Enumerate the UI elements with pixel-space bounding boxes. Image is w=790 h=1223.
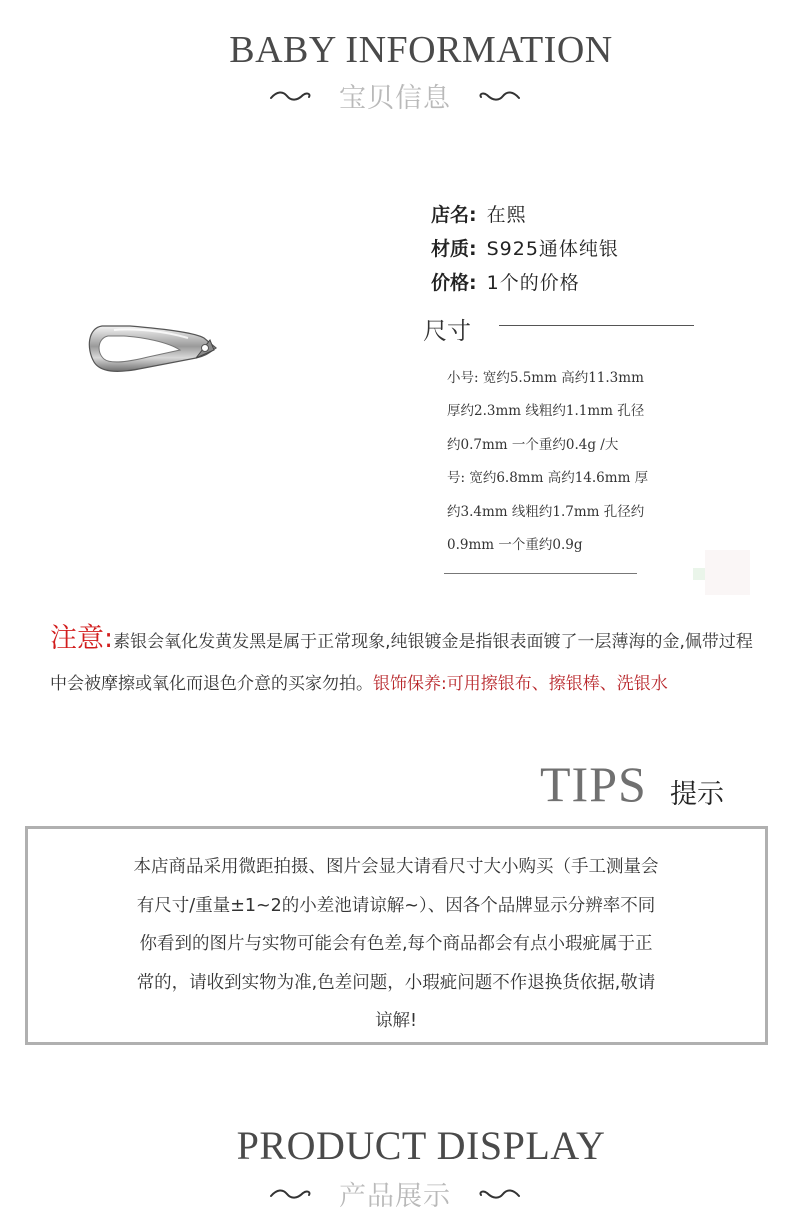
size-spec-rule xyxy=(444,573,637,574)
left-swirl-icon xyxy=(269,1187,313,1201)
right-swirl-icon xyxy=(477,1187,521,1201)
tips-title-cn: 提示 xyxy=(670,779,724,810)
size-spec-line: 约3.4mm 线粗约1.7mm 孔径约 xyxy=(447,503,645,520)
product-display-title-en: PRODUCT DISPLAY xyxy=(236,1123,606,1168)
size-spec-line: 小号: 宽约5.5mm 高约11.3mm xyxy=(447,370,644,386)
size-spec-line: 约0.7mm 一个重约0.4g /大 xyxy=(447,436,619,453)
tips-line: 有尺寸/重量±1~2的小差池请谅解~）、因各个品牌显示分辨率不同 xyxy=(136,895,656,916)
tips-text xyxy=(62,848,730,1041)
size-spec-line: 号: 宽约6.8mm 高约14.6mm 厚 xyxy=(447,470,649,487)
info-price xyxy=(431,268,580,295)
info-shop-label: 店名: xyxy=(431,204,477,226)
section-subtitle-row xyxy=(0,76,790,115)
tips-title-en: TIPS xyxy=(540,756,647,812)
tips-line: 你看到的图片与实物可能会有色差,每个商品都会有点小瑕疵属于正 xyxy=(139,934,653,955)
care-text: 银饰保养:可用擦银布、擦银棒、洗银水 xyxy=(373,674,668,694)
info-price-value: 1个的价格 xyxy=(486,272,580,294)
size-heading: 尺寸 xyxy=(423,317,471,345)
info-price-label: 价格: xyxy=(431,272,477,294)
lobster-clasp-image xyxy=(84,318,224,380)
info-material xyxy=(431,234,619,261)
product-display-subtitle-cn: 产品展示 xyxy=(339,1181,451,1212)
right-swirl-icon xyxy=(477,89,521,103)
tips-line: 谅解! xyxy=(374,1011,417,1032)
left-swirl-icon xyxy=(269,89,313,103)
size-spec-line: 0.9mm 一个重约0.9g xyxy=(447,537,583,554)
tips-line: 本店商品采用微距拍摄、图片会显大请看尺寸大小购买（手工测量会 xyxy=(133,857,659,877)
notice-label: 注意: xyxy=(50,623,114,654)
section-title-en: BABY INFORMATION xyxy=(229,29,613,71)
info-material-value: S925通体纯银 xyxy=(486,238,619,260)
info-shop xyxy=(431,200,527,227)
size-heading-rule xyxy=(499,325,694,326)
thumbnail-placeholder xyxy=(705,550,750,595)
size-spec xyxy=(447,362,699,562)
notice-text: 素银会氧化发黄发黑是属于正常现象,纯银镀金是指银表面镀了一层薄海的金,佩带过程中会被摩擦或氧化而退色介意的买家勿拍。 xyxy=(50,632,753,694)
info-material-label: 材质: xyxy=(431,238,477,260)
info-shop-value: 在熙 xyxy=(486,204,527,226)
size-spec-line: 厚约2.3mm 线粗约1.1mm 孔径 xyxy=(447,403,645,420)
notice-paragraph xyxy=(50,618,762,705)
product-display-subtitle-row xyxy=(0,1174,790,1213)
section-subtitle-cn: 宝贝信息 xyxy=(339,83,451,114)
tips-line: 常的，请收到实物为准,色差问题，小瑕疵问题不作退换货依据,敬请 xyxy=(136,972,656,993)
